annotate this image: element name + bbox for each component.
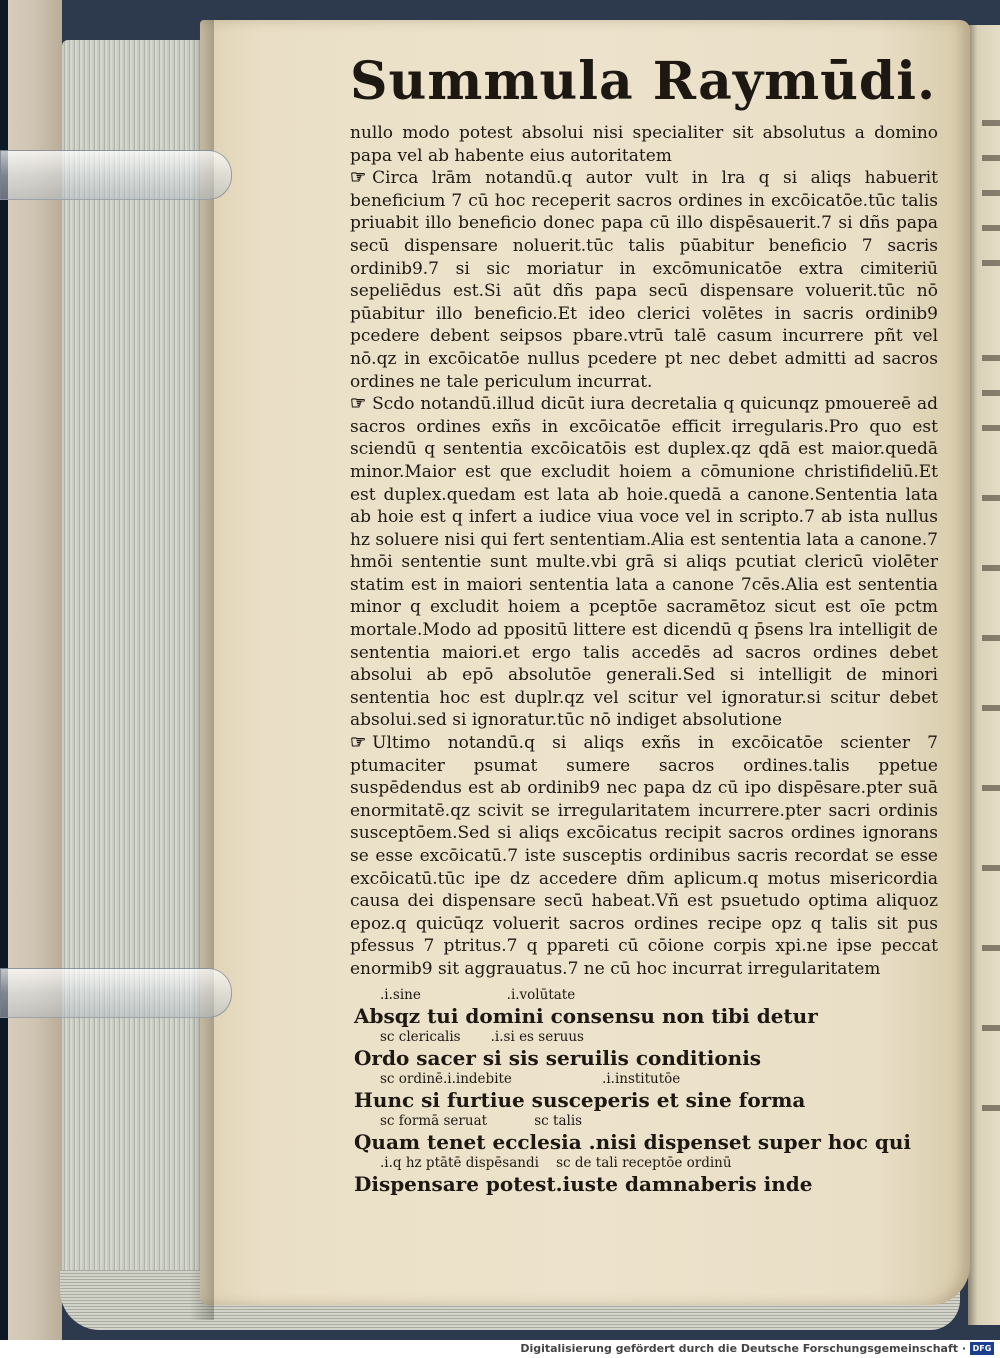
paragraph-text: Circa lrām notandū.q autor vult in lra q si aliqs habuerit beneficium 7 cū hoc receperit sacros ordines in excōicatōe.tūc talis priuabit illo beneficio donec papa cū illo dispēsauerit.7 si dñs papa secū dispensare noluerit.tūc talis pūabitur beneficio 7 sacris ordinib9.7 si sic moriatur in excōmunicatōe extra cimiteriū sepeliēdus est.Si aūt dñs papa secū dispensare voluerit.tūc nō pūabitur illo beneficio.Et ideo clerici volētes in sacris ordinib9 pcedere debent seipsos pbare.vtrū talē casum incurrere pñt vel nō.qz in excōicatōe nullus pcedere pt nec debet admitti ad sacros ordines ne tale periculum incurrat. xyxy=(350,168,938,392)
facing-page-text-fragment xyxy=(982,635,1000,641)
verse-line: Ordo sacer si sis seruilis conditionis xyxy=(354,1045,762,1070)
pilcrow-icon: ☞ xyxy=(350,732,367,754)
paragraph xyxy=(350,122,938,167)
facing-page-text-fragment xyxy=(982,225,1000,231)
facing-page-text-fragment xyxy=(982,1105,1000,1111)
verse-line: Hunc si furtiue susceperis et sine forma xyxy=(354,1087,806,1112)
pilcrow-icon: ☞ xyxy=(350,393,367,415)
facing-page-text-fragment xyxy=(982,945,1000,951)
book-cover-edge xyxy=(0,0,62,1340)
facing-page-text-fragment xyxy=(982,355,1000,361)
verse-line: Dispensare potest.iuste damnaberis inde xyxy=(354,1171,813,1196)
paragraph-text: Scdo notandū.illud dicūt iura decretalia q quicunqz pmouereē ad sacros ordines exñs in excōicatōe efficit irregularis.Pro quo est sciendū q sententia excōicatōis est duplex.qz qdā est maior.quedā minor.Maior est que excludit hoiem a cōmunione christifideliū.Et est duplex.quedam est lata ab hoie.quedā a canone.Sententia lata ab hoie est q infert a iudice viua voce vel in scripto.7 ab ista nullus hz soluere nisi qui fert sententiam.Alia est sententia lata a canone.7 hmōi sententie sunt multe.vbi grā si aliqs pcutiat clericū violēter statim est in maiori sententia lata a canone 7cēs.Alia est sententia minor q excludit hoiem a pceptōe sacramētoz sicut est oīe pctm mortale.Modo ad ppositū littere est dicendū q p̄sens lra intelligit de sententia maiori.et ergo talis accedēs ad sacros ordines debet absolui ab epō absolutōe generali.Sed si intelligit de minori sententia hoc est duplr.qz vel scitur vel ignoratur.si scitur debet absolui.sed si ignoratur.tūc nō indiget absolutione xyxy=(350,394,938,731)
funding-credit: Digitalisierung gefördert durch die Deutsche Forschungsgemeinschaft · xyxy=(520,1342,966,1355)
facing-page-text-fragment xyxy=(982,705,1000,711)
facing-page-text-fragment xyxy=(982,425,1000,431)
facing-page-sliver xyxy=(968,25,1000,1325)
facing-page-text-fragment xyxy=(982,865,1000,871)
facing-page-text-fragment xyxy=(982,155,1000,161)
interlinear-gloss: sc ordinē.i.indebite .i.institutōe xyxy=(380,1070,681,1087)
facing-page-text-fragment xyxy=(982,120,1000,126)
verse-block xyxy=(350,987,938,1197)
facing-page-text-fragment xyxy=(982,260,1000,266)
facing-page-text-fragment xyxy=(982,495,1000,501)
interlinear-gloss: .i.sine .i.volūtate xyxy=(380,986,576,1003)
page-text-block xyxy=(350,50,938,1197)
facing-page-text-fragment xyxy=(982,390,1000,396)
paragraph xyxy=(350,732,938,981)
page-stack-edges xyxy=(62,40,210,1310)
paragraph-text: nullo modo potest absolui nisi specialiter sit absolutus a domino papa vel ab habente eius autoritatem xyxy=(350,123,938,166)
page-clip-lower xyxy=(0,968,232,1018)
verse-line: Absqz tui domini consensu non tibi detur xyxy=(354,1003,818,1028)
facing-page-text-fragment xyxy=(982,785,1000,791)
paragraph xyxy=(350,167,938,393)
dfg-logo-icon: DFG xyxy=(970,1342,994,1355)
page-clip-upper xyxy=(0,150,232,200)
interlinear-gloss: sc clericalis .i.si es seruus xyxy=(380,1028,584,1045)
facing-page-text-fragment xyxy=(982,1025,1000,1031)
footer-bar xyxy=(0,1340,1000,1358)
interlinear-gloss: .i.q hz ptātē dispēsandi sc de tali receptōe ordinū xyxy=(380,1154,732,1171)
running-head: Summula Raymūdi. xyxy=(350,51,937,112)
pilcrow-icon: ☞ xyxy=(350,167,367,189)
commentary-text xyxy=(350,122,938,981)
facing-page-text-fragment xyxy=(982,565,1000,571)
paragraph xyxy=(350,393,938,732)
verse-line: Quam tenet ecclesia .nisi dispenset super hoc qui xyxy=(354,1129,912,1154)
gutter-shadow xyxy=(190,20,214,1320)
facing-page-text-fragment xyxy=(982,190,1000,196)
scan-background-edge xyxy=(0,0,8,1340)
interlinear-gloss: sc formā seruat sc talis xyxy=(380,1112,583,1129)
paragraph-text: Ultimo notandū.q si aliqs exñs in excōicatōe scienter 7 ptumaciter psumat sumere sacros ordines.talis ppetue suspēdendus est ab ordinib9 nec papa dz cū ipo dispēsare.pter suā enormitatē.qz scivit se irregularitatem incurrere.pter sacri ordinis susceptōem.Sed si aliqs excōicatus recipit sacros ordines ignorans se esse excōicatū.7 iste susceptis ordinibus sacris recordat se esse excōicatū.tūc ipe dz accedere dñm aplicum.q motus misericordia causa dei dispensare secū habeat.Vñ est psuetudo optima aliquoz epoz.q quicūqz voluerit sacros ordines recipe opz q talis sit pus pfessus 7 ptritus.7 q ppareti cū cōione corpis xpi.ne ipse peccat enormib9 sit aggrauatus.7 ne cū hoc incurrat irregularitatem xyxy=(350,733,938,979)
